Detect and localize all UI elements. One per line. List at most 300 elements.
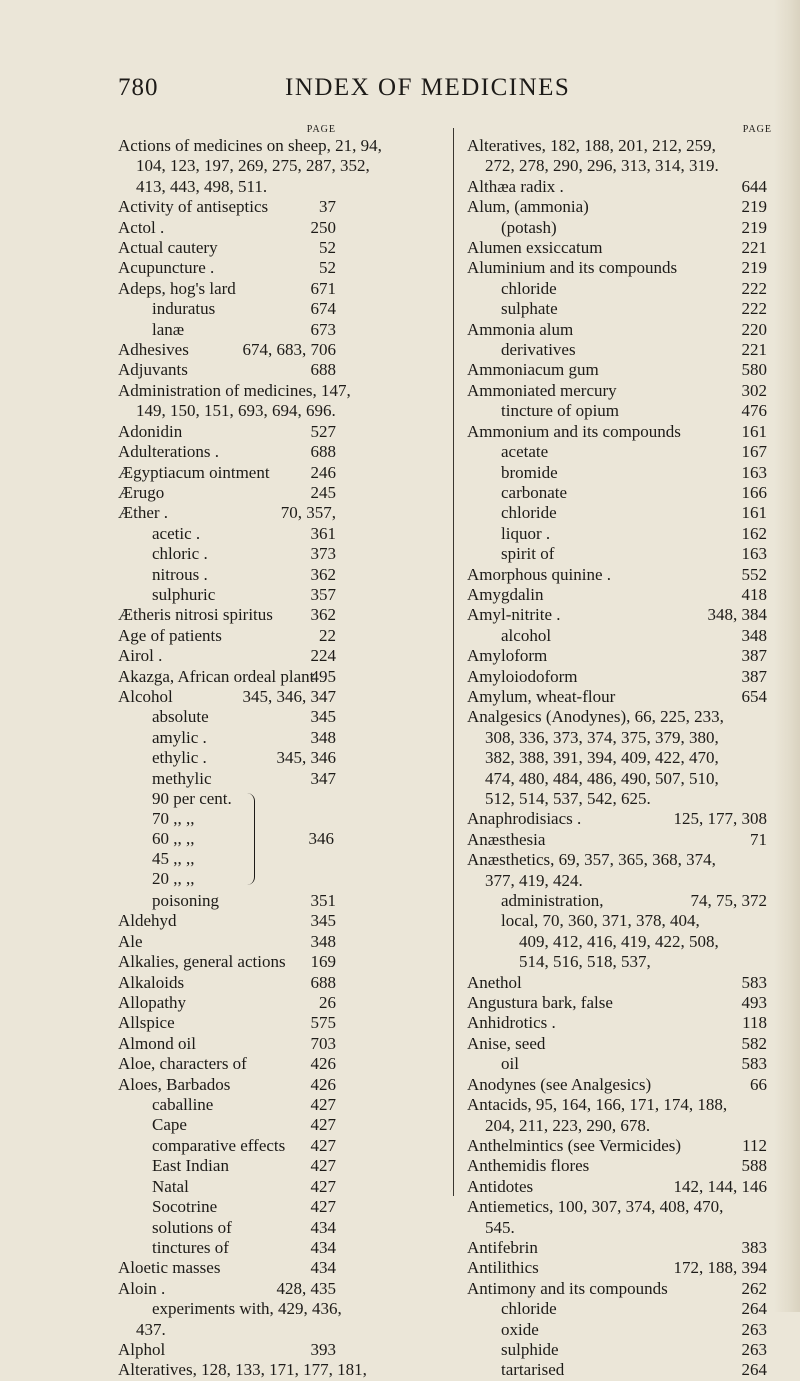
index-entry (118, 1136, 336, 1156)
index-entry (467, 605, 767, 625)
index-entry (467, 1340, 767, 1360)
index-entry (467, 401, 767, 421)
entry-pages: 644 (741, 176, 767, 196)
entry-term: Adonidin (118, 421, 183, 441)
entry-term: Amygdalin (467, 584, 544, 604)
entry-term: tincture of opium (501, 401, 620, 421)
index-entry (467, 1095, 767, 1115)
entry-pages: 219 (741, 258, 767, 278)
entry-term: Alphol (118, 1339, 166, 1359)
index-entry (118, 565, 336, 585)
left-column-label: PAGE (306, 124, 336, 135)
entry-pages: 26 (319, 993, 336, 1013)
index-entry (118, 320, 336, 340)
index-entry (118, 422, 336, 442)
index-entry (467, 156, 767, 176)
entry-term: oxide (501, 1319, 539, 1339)
entry-term: acetic . (152, 523, 201, 543)
entry-term: induratus (152, 299, 216, 319)
index-entry (467, 952, 767, 972)
entry-term: Angustura bark, false (467, 993, 613, 1013)
index-entry (467, 136, 767, 156)
entry-pages: 427 (310, 1135, 336, 1155)
index-entry (467, 218, 767, 238)
index-entry (467, 1320, 767, 1340)
index-entry (118, 544, 336, 564)
entry-term: chloride (501, 278, 557, 298)
entry-term: sulphide (501, 1339, 559, 1359)
index-entry (467, 1075, 767, 1095)
entry-pages: 674, 683, 706 (242, 340, 336, 360)
index-entry (118, 1218, 336, 1238)
index-entry (118, 932, 336, 952)
index-entry (118, 1360, 367, 1380)
index-entry (467, 687, 767, 707)
entry-term: Aldehyd (118, 911, 177, 931)
percent-line: 60 ,, ,, (152, 829, 195, 848)
page-title: INDEX OF MEDICINES (285, 74, 571, 101)
index-entry (118, 463, 336, 483)
entry-pages: 688 (310, 360, 336, 380)
index-entry (118, 707, 336, 727)
entry-pages: 74, 75, 372 (690, 891, 767, 911)
index-entry (467, 1360, 767, 1380)
entry-pages: 427 (310, 1095, 336, 1115)
entry-term: Socotrine (152, 1197, 218, 1217)
index-entry (467, 1238, 767, 1258)
entry-term: tinctures of (152, 1237, 229, 1257)
entry-term: sulphuric (152, 584, 216, 604)
index-entry (118, 1197, 336, 1217)
index-entry (118, 1177, 336, 1197)
entry-term: Anise, seed (467, 1033, 546, 1053)
entry-term: Antifebrin (467, 1237, 538, 1257)
index-entry (467, 1218, 767, 1238)
index-entry (467, 728, 767, 748)
entry-pages: 161 (741, 503, 767, 523)
index-entry (118, 340, 336, 360)
index-entry (118, 1299, 342, 1319)
entry-term: Alkalies, general actions (118, 952, 286, 972)
entry-term: chloric . (152, 544, 208, 564)
index-entry (118, 1320, 336, 1340)
entry-term: 413, 443, 498, 511. (136, 176, 268, 196)
right-column (467, 124, 772, 1381)
entry-term: Natal (152, 1176, 189, 1196)
entry-term: 512, 514, 537, 542, 625. (485, 789, 651, 808)
entry-pages: 427 (310, 1197, 336, 1217)
entry-pages: 688 (310, 442, 336, 462)
entry-pages: 674 (310, 299, 336, 319)
entry-pages: 345 (310, 911, 336, 931)
index-entry (467, 463, 767, 483)
index-entry (467, 1177, 767, 1197)
left-entries-continued (118, 891, 438, 1381)
entry-pages: 426 (310, 1074, 336, 1094)
index-entry (118, 524, 336, 544)
index-entry (467, 544, 767, 564)
index-entry (118, 1075, 336, 1095)
entry-term: Age of patients (118, 625, 222, 645)
entry-term: carbonate (501, 482, 568, 502)
left-entries (118, 136, 438, 789)
entry-pages: 348 (310, 727, 336, 747)
entry-pages: 671 (310, 278, 336, 298)
entry-term: 514, 516, 518, 537, (519, 952, 651, 972)
index-entry (118, 503, 336, 523)
index-entry (467, 932, 767, 952)
entry-pages: 163 (741, 544, 767, 564)
index-entry (467, 993, 767, 1013)
index-entry (118, 646, 336, 666)
brace (246, 793, 255, 885)
entry-term: Antacids, 95, 164, 166, 171, 174, 188, (467, 1095, 728, 1115)
entry-pages: 245 (310, 482, 336, 502)
index-entry (467, 748, 767, 768)
entry-term: Antiemetics, 100, 307, 374, 408, 470, (467, 1197, 724, 1217)
index-entry (467, 1116, 767, 1136)
entry-pages: 427 (310, 1176, 336, 1196)
entry-term: Allopathy (118, 993, 186, 1013)
entry-term: 104, 123, 197, 269, 275, 287, 352, (136, 156, 370, 176)
entry-term: nitrous . (152, 564, 208, 584)
entry-pages: 169 (310, 952, 336, 972)
entry-pages: 348 (310, 931, 336, 951)
entry-term: Althæa radix . (467, 176, 564, 196)
entry-pages: 22 (319, 625, 336, 645)
index-entry (118, 626, 336, 646)
entry-pages: 583 (741, 972, 767, 992)
index-entry (118, 1340, 336, 1360)
entry-pages: 428, 435 (276, 1278, 336, 1298)
index-entry (467, 442, 767, 462)
entry-term: Aluminium and its compounds (467, 258, 678, 278)
right-column-label: PAGE (742, 124, 772, 135)
entry-pages: 347 (310, 768, 336, 788)
entry-pages: 476 (741, 401, 767, 421)
entry-pages: 426 (310, 1054, 336, 1074)
entry-pages: 70, 357, (280, 503, 336, 523)
entry-term: Ammoniacum gum (467, 360, 599, 380)
entry-term: 409, 412, 416, 419, 422, 508, (519, 931, 719, 951)
index-entry (467, 1279, 767, 1299)
entry-term: methylic (152, 768, 212, 788)
index-entry (118, 891, 336, 911)
entry-pages: 302 (741, 380, 767, 400)
index-entry (118, 401, 336, 421)
entry-term: absolute (152, 707, 209, 727)
entry-term: caballine (152, 1095, 214, 1115)
entry-term: sulphate (501, 299, 558, 319)
index-entry (118, 911, 336, 931)
index-entry (467, 177, 767, 197)
entry-term: 377, 419, 424. (485, 870, 583, 890)
entry-term: ethylic . (152, 748, 207, 768)
entry-pages: 219 (741, 197, 767, 217)
index-entry (118, 279, 336, 299)
entry-pages: 262 (741, 1278, 767, 1298)
entry-pages: 583 (741, 1054, 767, 1074)
entry-pages: 224 (310, 646, 336, 666)
entry-pages: 493 (741, 993, 767, 1013)
entry-pages: 362 (310, 605, 336, 625)
entry-term: tartarised (501, 1360, 565, 1380)
entry-term: Analgesics (Anodynes), 66, 225, 233, (467, 707, 724, 727)
entry-pages: 362 (310, 564, 336, 584)
entry-pages: 66 (750, 1074, 767, 1094)
entry-term: Allspice (118, 1013, 175, 1033)
entry-term: local, 70, 360, 371, 378, 404, (501, 911, 700, 931)
index-entry (118, 973, 336, 993)
entry-term: alcohol (501, 625, 552, 645)
index-entry (467, 769, 767, 789)
index-entry (467, 667, 767, 687)
entry-term: Anhidrotics . (467, 1013, 556, 1033)
entry-pages: 688 (310, 972, 336, 992)
index-entry (118, 1095, 336, 1115)
entry-term: liquor . (501, 523, 551, 543)
entry-pages: 552 (741, 564, 767, 584)
entry-pages: 387 (741, 646, 767, 666)
entry-pages: 37 (319, 197, 336, 217)
index-entry (467, 830, 767, 850)
entry-term: Alkaloids (118, 972, 185, 992)
entry-term: (potash) (501, 217, 557, 237)
index-entry (467, 1299, 767, 1319)
index-entry (467, 524, 767, 544)
entry-term: comparative effects (152, 1135, 286, 1155)
index-entry (118, 769, 336, 789)
entry-term: Adulterations . (118, 442, 220, 462)
entry-pages: 673 (310, 319, 336, 339)
entry-term: Ærugo (118, 482, 165, 502)
entry-term: 382, 388, 391, 394, 409, 422, 470, (485, 748, 719, 768)
index-entry (467, 1258, 767, 1278)
entry-term: Adeps, hog's lard (118, 278, 236, 298)
entry-pages: 264 (741, 1360, 767, 1380)
entry-pages: 345, 346 (276, 748, 336, 768)
index-entry (467, 1013, 767, 1033)
entry-term: Antidotes (467, 1176, 534, 1196)
index-entry (467, 299, 767, 319)
entry-term: derivatives (501, 340, 576, 360)
entry-pages: 427 (310, 1115, 336, 1135)
entry-pages: 427 (310, 1156, 336, 1176)
entry-pages: 71 (750, 829, 767, 849)
entry-term: 437. (136, 1319, 166, 1339)
entry-pages: 263 (741, 1319, 767, 1339)
index-entry (118, 1279, 336, 1299)
percent-line: 20 ,, ,, (152, 869, 195, 888)
index-entry (118, 238, 336, 258)
page-edge (774, 0, 800, 1312)
entry-term: Anethol (467, 972, 522, 992)
index-entry (467, 238, 767, 258)
entry-pages: 434 (310, 1237, 336, 1257)
entry-pages: 434 (310, 1258, 336, 1278)
percent-group-pages: 346 (308, 829, 334, 848)
entry-term: chloride (501, 1299, 557, 1319)
index-entry (118, 728, 336, 748)
entry-pages: 345, 346, 347 (242, 686, 336, 706)
index-entry (467, 1054, 767, 1074)
index-entry (118, 748, 336, 768)
entry-term: Ætheris nitrosi spiritus (118, 605, 273, 625)
index-entry (467, 911, 767, 931)
column-divider (453, 128, 454, 1196)
index-entry (467, 258, 767, 278)
entry-pages: 246 (310, 462, 336, 482)
entry-pages: 222 (741, 299, 767, 319)
entry-term: poisoning (152, 891, 220, 910)
entry-pages: 112 (742, 1135, 767, 1155)
index-entry (118, 299, 336, 319)
index-entry (118, 585, 336, 605)
entry-pages: 654 (741, 686, 767, 706)
page-number: 780 (118, 74, 159, 101)
index-entry (118, 1013, 336, 1033)
index-entry (467, 809, 767, 829)
index-entry (467, 1197, 767, 1217)
index-entry (467, 381, 767, 401)
index-entry (467, 565, 767, 585)
entry-term: Anthemidis flores (467, 1156, 590, 1176)
entry-pages: 580 (741, 360, 767, 380)
entry-term: oil (501, 1054, 519, 1074)
entry-term: Alumen exsiccatum (467, 238, 603, 258)
index-entry (467, 973, 767, 993)
index-entry (118, 1115, 336, 1135)
entry-term: 272, 278, 290, 296, 313, 314, 319. (485, 156, 719, 176)
entry-term: Airol . (118, 646, 163, 666)
entry-pages: 351 (310, 891, 336, 910)
index-entry (467, 422, 767, 442)
entry-term: Amorphous quinine . (467, 564, 612, 584)
entry-pages: 167 (741, 442, 767, 462)
entry-term: bromide (501, 462, 558, 482)
entry-term: acetate (501, 442, 549, 462)
entry-term: Amyloiodoform (467, 666, 578, 686)
entry-term: Amyloform (467, 646, 548, 666)
entry-pages: 264 (741, 1299, 767, 1319)
index-entry (118, 1156, 336, 1176)
entry-pages: 250 (310, 217, 336, 237)
entry-term: solutions of (152, 1217, 232, 1237)
index-entry (467, 646, 767, 666)
entry-term: Actions of medicines on sheep, 21, 94, (118, 136, 382, 155)
entry-term: Anthelmintics (see Vermicides) (467, 1135, 682, 1155)
entry-pages: 142, 144, 146 (673, 1176, 767, 1196)
index-entry (467, 503, 767, 523)
entry-pages: 52 (319, 238, 336, 258)
index-entry (467, 1136, 767, 1156)
entry-pages: 582 (741, 1033, 767, 1053)
entry-term: Anæsthesia (467, 829, 546, 849)
index-entry (118, 993, 336, 1013)
entry-term: Antimony and its compounds (467, 1278, 668, 1298)
left-column (118, 124, 438, 1381)
entry-pages: 345 (310, 707, 336, 727)
entry-term: 308, 336, 373, 374, 375, 379, 380, (485, 727, 719, 747)
entry-pages: 361 (310, 523, 336, 543)
index-entry (467, 891, 767, 911)
entry-term: Actual cautery (118, 238, 218, 258)
index-entry (467, 197, 767, 217)
entry-pages: 357 (310, 584, 336, 604)
index-entry (118, 1238, 336, 1258)
index-entry (118, 483, 336, 503)
entry-term: Ægyptiacum ointment (118, 462, 270, 482)
entry-term: Ale (118, 931, 143, 951)
page-header (0, 74, 800, 108)
entry-term: Acupuncture . (118, 258, 215, 278)
entry-pages: 172, 188, 394 (673, 1258, 767, 1278)
entry-term: 545. (485, 1217, 515, 1237)
entry-term: Alteratives, 128, 133, 171, 177, 181, (118, 1360, 367, 1380)
entry-pages: 162 (741, 523, 767, 543)
entry-term: Amyl-nitrite . (467, 605, 561, 625)
entry-pages: 393 (310, 1339, 336, 1359)
entry-term: Aloin . (118, 1278, 166, 1298)
entry-term: chloride (501, 503, 557, 523)
index-entry (467, 871, 767, 891)
entry-term: Cape (152, 1115, 187, 1135)
entry-pages: 348 (741, 625, 767, 645)
index-entry (118, 442, 336, 462)
index-entry (118, 218, 336, 238)
index-entry (118, 667, 336, 687)
entry-term: Ammonium and its compounds (467, 421, 681, 441)
entry-pages: 373 (310, 544, 336, 564)
entry-term: Aloes, Barbados (118, 1074, 231, 1094)
entry-pages: 125, 177, 308 (673, 809, 767, 829)
index-entry (118, 1054, 336, 1074)
entry-pages: 118 (742, 1013, 767, 1033)
entry-term: Adjuvants (118, 360, 188, 380)
index-entry (118, 952, 336, 972)
entry-pages: 434 (310, 1217, 336, 1237)
entry-term: East Indian (152, 1156, 229, 1176)
index-entry (467, 320, 767, 340)
entry-pages: 263 (741, 1339, 767, 1359)
entry-term: Activity of antiseptics (118, 197, 269, 217)
entry-term: spirit of (501, 544, 555, 564)
entry-term: Administration of medicines, 147, (118, 380, 351, 400)
entry-pages: 588 (741, 1156, 767, 1176)
entry-term: Ammonia alum (467, 319, 574, 339)
percent-line: 70 ,, ,, (152, 809, 195, 828)
index-entry (118, 360, 336, 380)
entry-pages: 527 (310, 421, 336, 441)
index-entry (467, 1156, 767, 1176)
entry-pages: 221 (741, 238, 767, 258)
entry-term: lanæ (152, 319, 185, 339)
entry-pages: 222 (741, 278, 767, 298)
entry-term: Actol . (118, 217, 165, 237)
entry-term: Adhesives (118, 340, 189, 360)
entry-term: Ammoniated mercury (467, 380, 617, 400)
index-entry (467, 1034, 767, 1054)
index-entry (118, 1258, 336, 1278)
index-entry (467, 360, 767, 380)
entry-pages: 163 (741, 462, 767, 482)
entry-pages: 52 (319, 258, 336, 278)
entry-pages: 495 (310, 666, 336, 686)
entry-pages: 575 (310, 1013, 336, 1033)
index-entry (467, 789, 767, 809)
entry-term: Antilithics (467, 1258, 539, 1278)
percent-group (118, 789, 438, 891)
